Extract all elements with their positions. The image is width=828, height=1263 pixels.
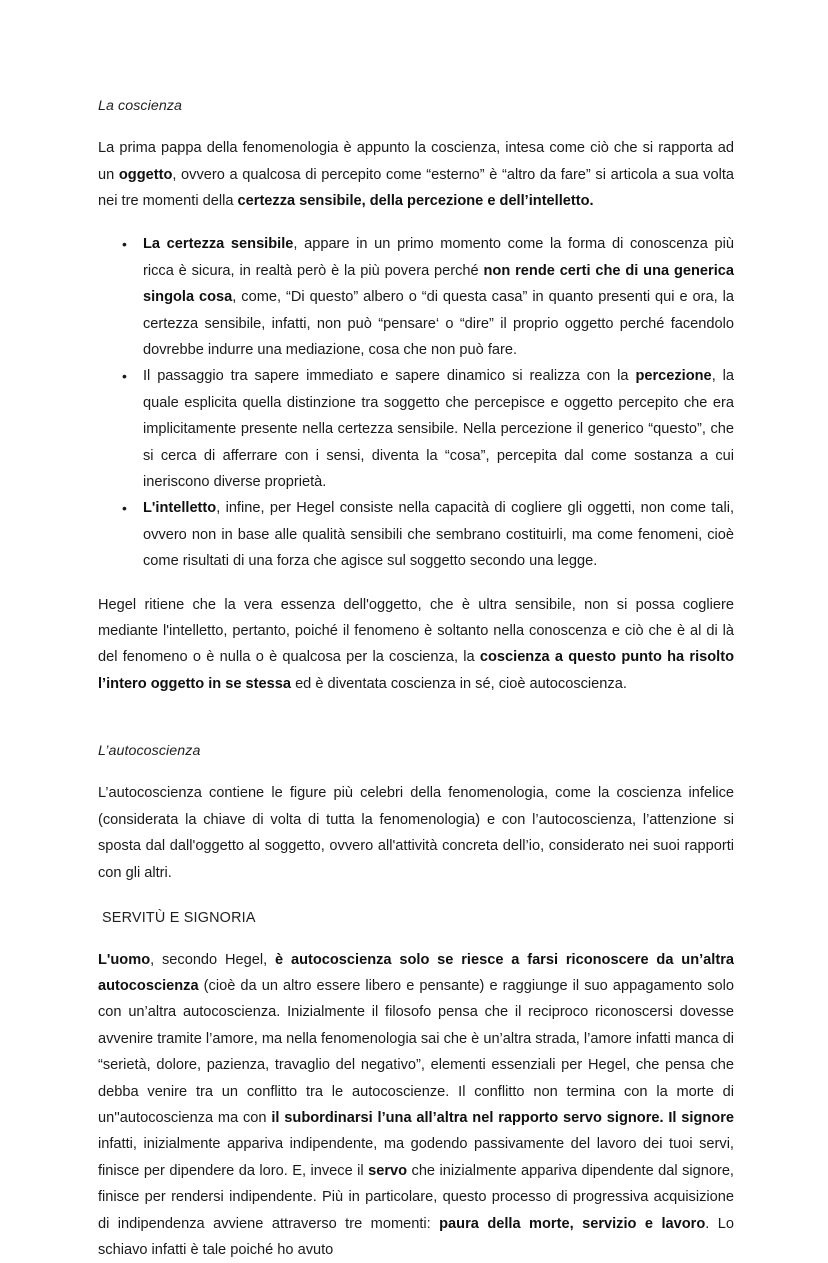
heading-la-coscienza: La coscienza (98, 98, 183, 114)
list-item (98, 231, 734, 363)
heading-l-autocoscienza: L’autocoscienza (98, 743, 201, 760)
paragraph-servitu-signoria (98, 947, 734, 1263)
text-bold: non rende certi che di una generica singola cosa (143, 262, 735, 306)
text-bold: certezza sensibile, della percezione e dell’intelletto. (237, 192, 594, 209)
text-bold: servo (368, 1162, 408, 1179)
section-spacer (98, 714, 734, 742)
text-run: , secondo Hegel, (150, 951, 276, 968)
text-run: Hegel ritiene che la vera essenza dell'oggetto, che è ultra sensibile, non si possa cogliere mediante l'intelletto, pertanto, poiché il fenomeno è soltanto nella conoscenza e ciò che è al di là del fenomeno o è nulla o è qualcosa per la coscienza, la (98, 596, 734, 666)
list-item (98, 495, 734, 574)
text-bold: La certezza sensibile (143, 236, 294, 253)
text-bold: paura della morte, servizio e lavoro (439, 1215, 706, 1232)
text-bold: L'intelletto (143, 500, 217, 517)
list-item (98, 363, 734, 495)
text-bold: è autocoscienza solo se riesce a farsi riconoscere da un’altra autocoscienza (98, 951, 734, 994)
paragraph-autocoscienza: L’autocoscienza contiene le figure più celebri della fenomenologia, come la coscienza infelice (considerata la chiave di volta di tutta la fenomenologia) e con l’autocoscienza, l’attenzione si sposta dal dall'oggetto al soggetto, ovvero all'attività concreta dell’io, considerato nei suoi rapporti con gli altri. (98, 785, 734, 881)
text-run: (cioè da un altro essere libero e pensante) e raggiunge il suo appagamento solo con un’altra autocoscienza. Inizialmente il filosofo pensa che il reciproco riconoscersi dovesse avvenire tramite l’amore, ma nella fenomenologia sai che è un’altra strada, l’amore infatti manca di “serietà, dolore, pazienza, travaglio del negativo”, elementi essenziali per Hegel, che pensa che debba venire tra un conflitto tra le autocoscienze. Il conflitto non termina con la morte di un''autocoscienza ma con (98, 977, 734, 1126)
bullet-list-momenti (98, 231, 734, 574)
heading-servitu-e-signoria: SERVITÙ E SIGNORIA (102, 910, 256, 927)
paragraph-coscienza-closing (98, 592, 734, 698)
text-bold: oggetto (118, 166, 173, 183)
text-run: , la quale esplicita quella distinzione tra soggetto che percepisce e oggetto percepito che era implicitamente presente nella certezza sensibile. Nella percezione il generico “questo”, che si cerca di afferrare con i sensi, diventa la “cosa”, percepita dal come sostanza a cui ineriscono diverse proprietà. (143, 368, 734, 491)
text-run: infatti, inizialmente appariva indipendente, ma godendo passivamente del lavoro dei tuoi servi, finisce per dipendere da loro. E, invece il (98, 1136, 734, 1179)
text-run: La prima pappa della fenomenologia è appunto la coscienza, intesa come ciò che si rapporta ad un (98, 140, 734, 183)
text-bold: percezione (635, 368, 712, 385)
paragraph-coscienza-intro (98, 135, 734, 214)
text-run: , infine, per Hegel consiste nella capacità di cogliere gli oggetti, non come tali, ovvero non in base alle qualità sensibili che sembrano costituirli, ma come fenomeni, cioè come risultati di una forza che agisce sul soggetto secondo una legge. (143, 500, 734, 570)
text-run: Il passaggio tra sapere immediato e sapere dinamico si realizza con la (143, 368, 636, 385)
text-bold: il subordinarsi l’una all’altra nel rapporto servo signore. Il signore (271, 1109, 734, 1126)
text-run: . Lo schiavo infatti è tale poiché ho avuto (98, 1215, 735, 1258)
text-run: , appare in un primo momento come la forma di conoscenza più ricca è sicura, in realtà però è la più povera perché (143, 236, 734, 279)
text-bold: coscienza a questo punto ha risolto l’intero oggetto in se stessa (98, 649, 734, 692)
text-run: che inizialmente appariva dipendente dal signore, finisce per rendersi indipendente. Più in particolare, questo processo di progressiva acquisizione di indipendenza avviene attraverso tre momenti: (98, 1162, 734, 1232)
text-run: , come, “Di questo” albero o “di questa casa” in quanto presenti qui e ora, la certezza sensibile, infatti, non può “pensare‘ o “dire” il proprio oggetto perché facendolo dovrebbe indurre una mediazione, cosa che non può fare. (143, 289, 734, 359)
text-run: ed è diventata coscienza in sé, cioè autocoscienza. (291, 675, 627, 692)
document-content (98, 97, 734, 1263)
text-bold: L'uomo (98, 951, 151, 968)
text-run: , ovvero a qualcosa di percepito come “esterno” è “altro da fare” si articola a sua volta nei tre momenti della (98, 166, 734, 209)
